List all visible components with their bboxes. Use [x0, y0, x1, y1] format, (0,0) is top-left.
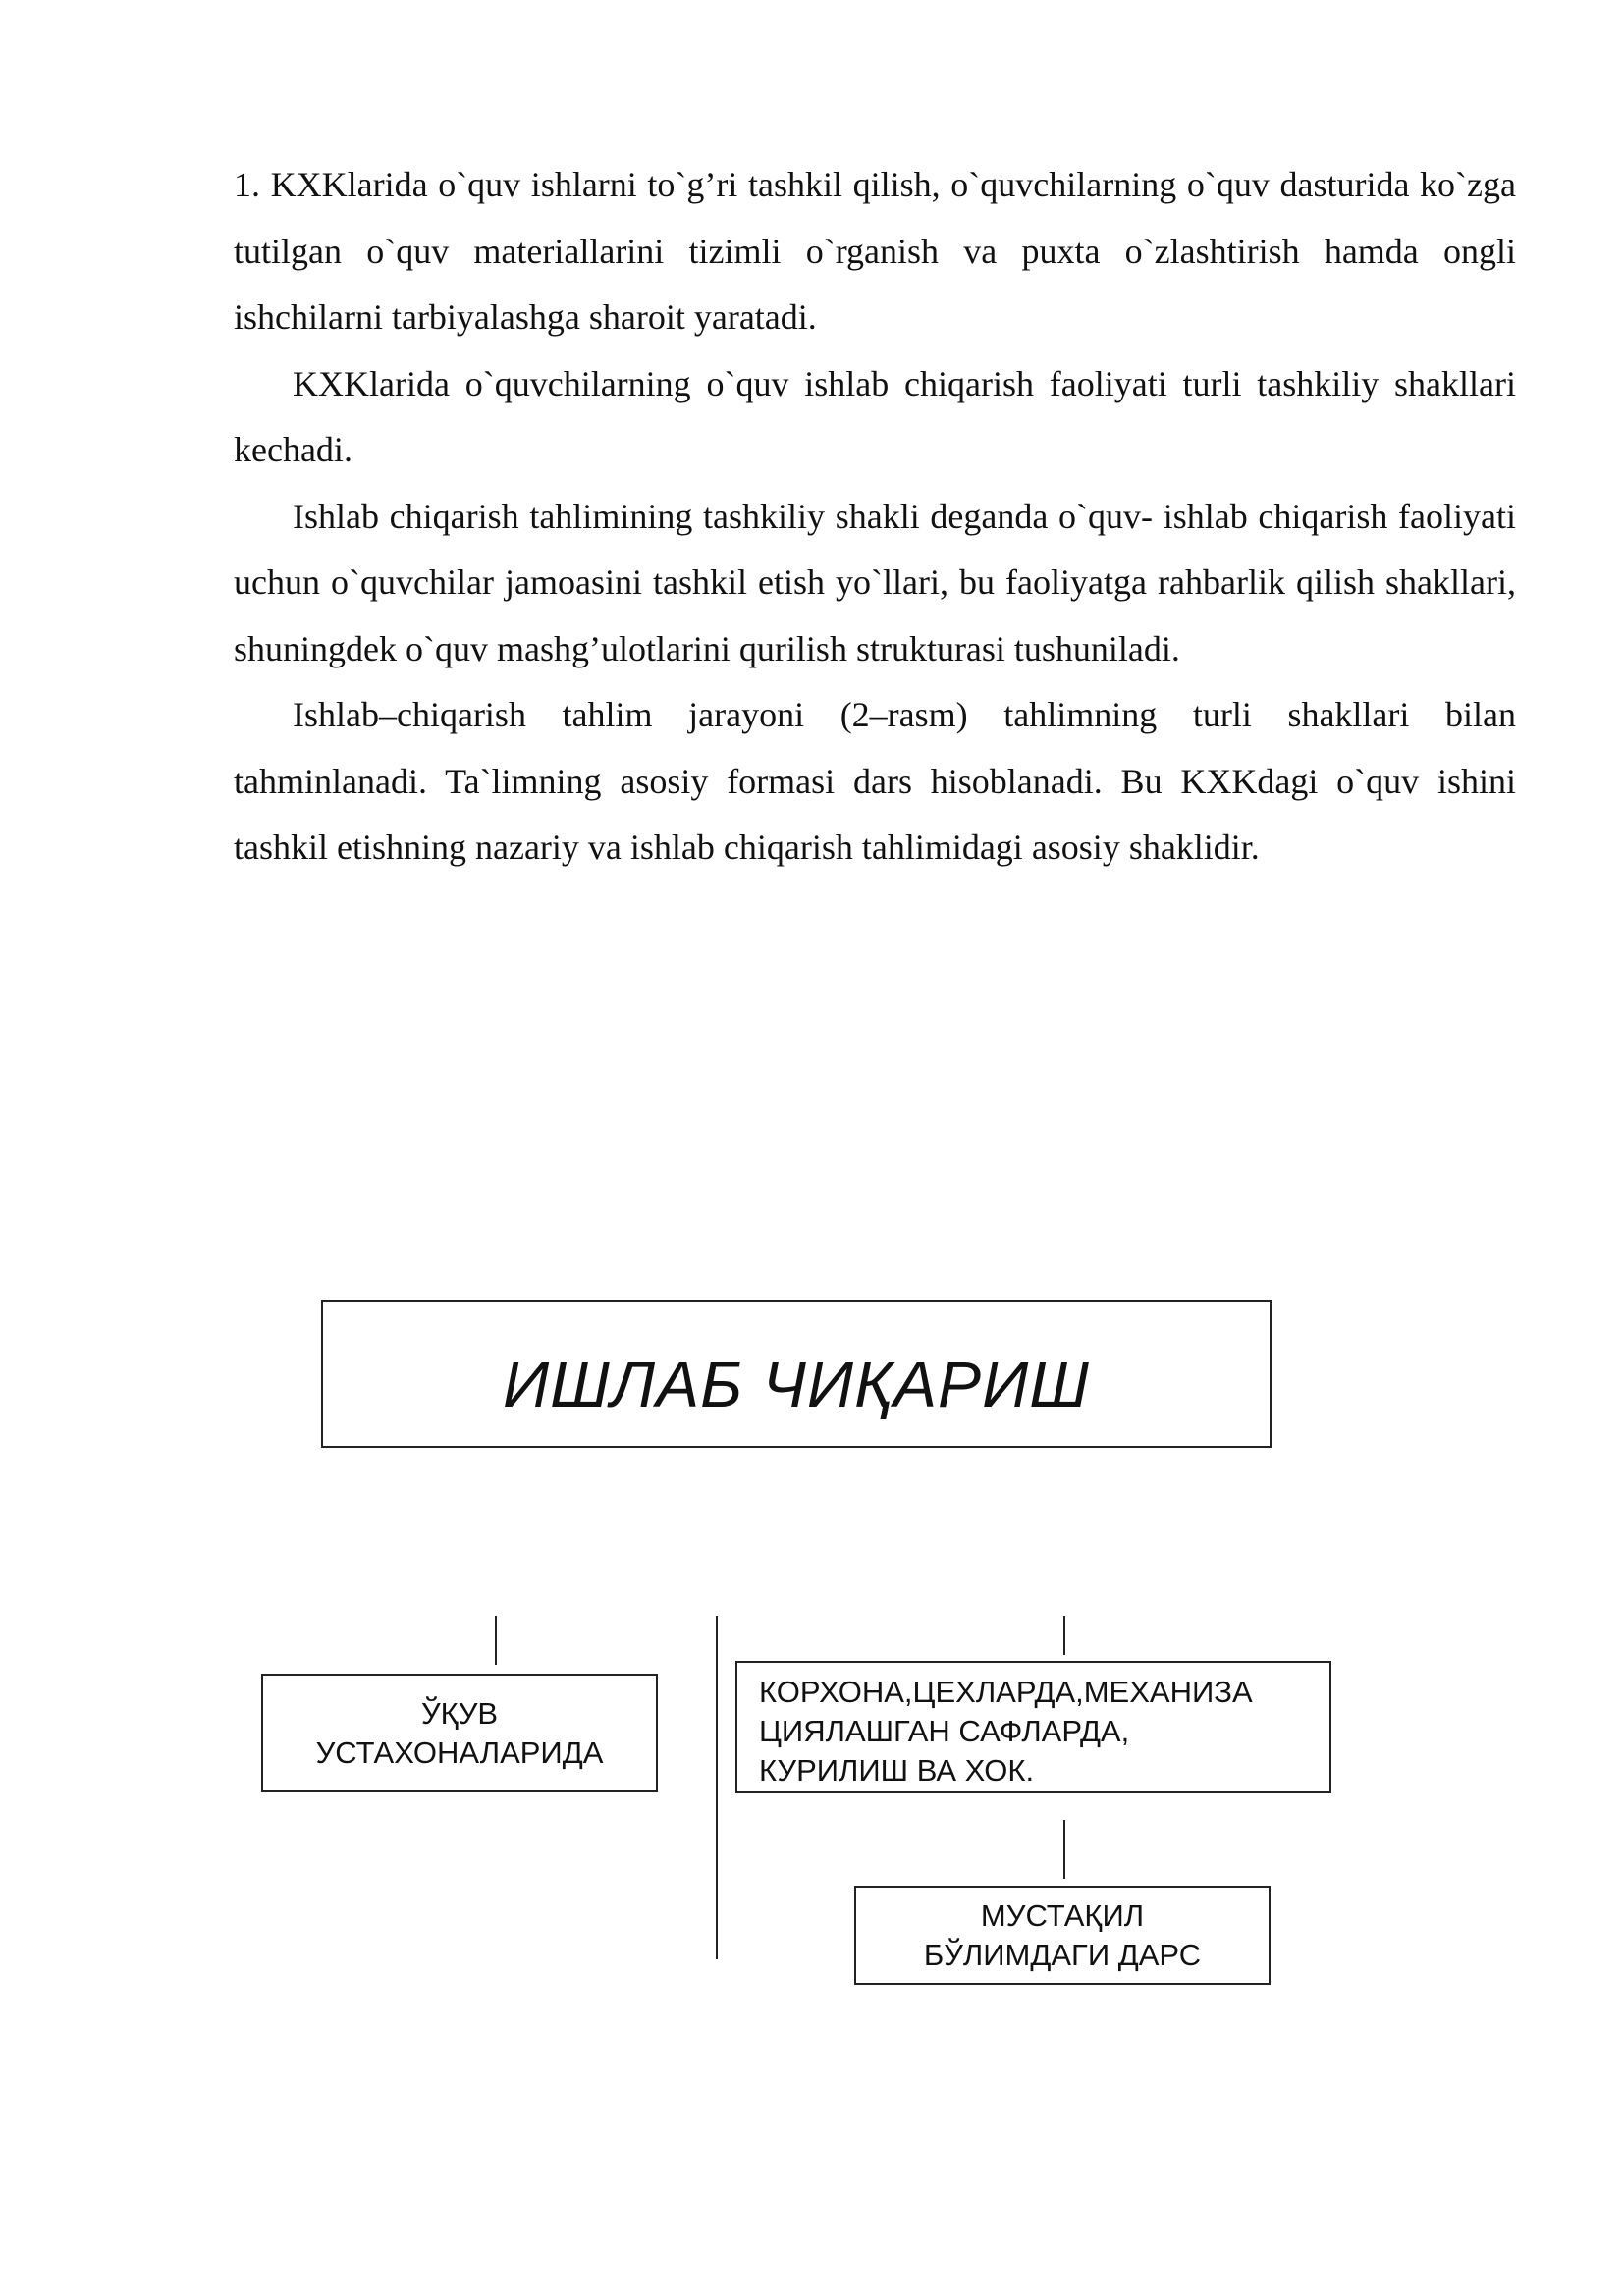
connector-left — [495, 1616, 497, 1665]
diagram-title: ИШЛАБ ЧИҚАРИШ — [502, 1347, 1091, 1420]
box-independent-line-2: БЎЛИМДАГИ ДАРС — [923, 1937, 1202, 1972]
box-enterprises-line-1: КОРХОНА,ЦЕХЛАРДА,МЕХАНИЗА — [759, 1675, 1253, 1709]
paragraph-3: Ishlab chiqarish tahlimining tashkiliy shakli deganda o`quv- ishlab chiqarish faoliyati uchun o`quvchilar jamoasini tashkil etish yo`llari, bu faoliyatga rahbarlik qilish shakllari, shuningdek o`quv mashg’ulotlarini qurilish strukturasi tushuniladi. — [234, 496, 1516, 668]
box-independent-line-1: МУСТАҚИЛ — [980, 1897, 1145, 1933]
diagram-box-enterprises — [735, 1661, 1331, 1793]
connector-bottom — [1063, 1820, 1065, 1879]
diagram-title-box — [321, 1300, 1272, 1448]
diagram-box-workshops — [261, 1674, 658, 1792]
paragraph-2: KXKlarida o`quvchilarning o`quv ishlab chiqarish faoliyati turli tashkiliy shakllari kechadi. — [234, 363, 1516, 469]
paragraph-1: 1. KXKlarida o`quv ishlarni to`g’ri tashkil qilish, o`quvchilarning o`quv dasturida ko`zga tutilgan o`quv materiallarini tizimli o`rganish va puxta o`zlashtirish hamda ongli ishchilarni tarbiyalashga sharoit yaratadi. — [234, 165, 1516, 337]
box-workshops-line-2: УСТАХОНАЛАРИДА — [315, 1735, 604, 1770]
box-enterprises-line-3: КУРИЛИШ ВА ХОК. — [759, 1753, 1035, 1788]
box-enterprises-line-2: ЦИЯЛАШГАН САФЛАРДА, — [759, 1714, 1130, 1748]
paragraph-4: Ishlab–chiqarish tahlim jarayoni (2–rasm) tahlimning turli shakllari bilan tahminlanadi. Ta`limning asosiy formasi dars hisoblanadi. Bu KXKdagi o`quv ishini tashkil etishning nazariy va ishlab chiqarish tahlimidagi asosiy shaklidir. — [234, 695, 1516, 867]
diagram-box-independent — [854, 1886, 1271, 1985]
connector-right — [1063, 1616, 1065, 1655]
box-workshops-line-1: ЎҚУВ — [420, 1695, 499, 1731]
connector-divider — [716, 1616, 718, 1959]
body-text — [234, 152, 1516, 881]
